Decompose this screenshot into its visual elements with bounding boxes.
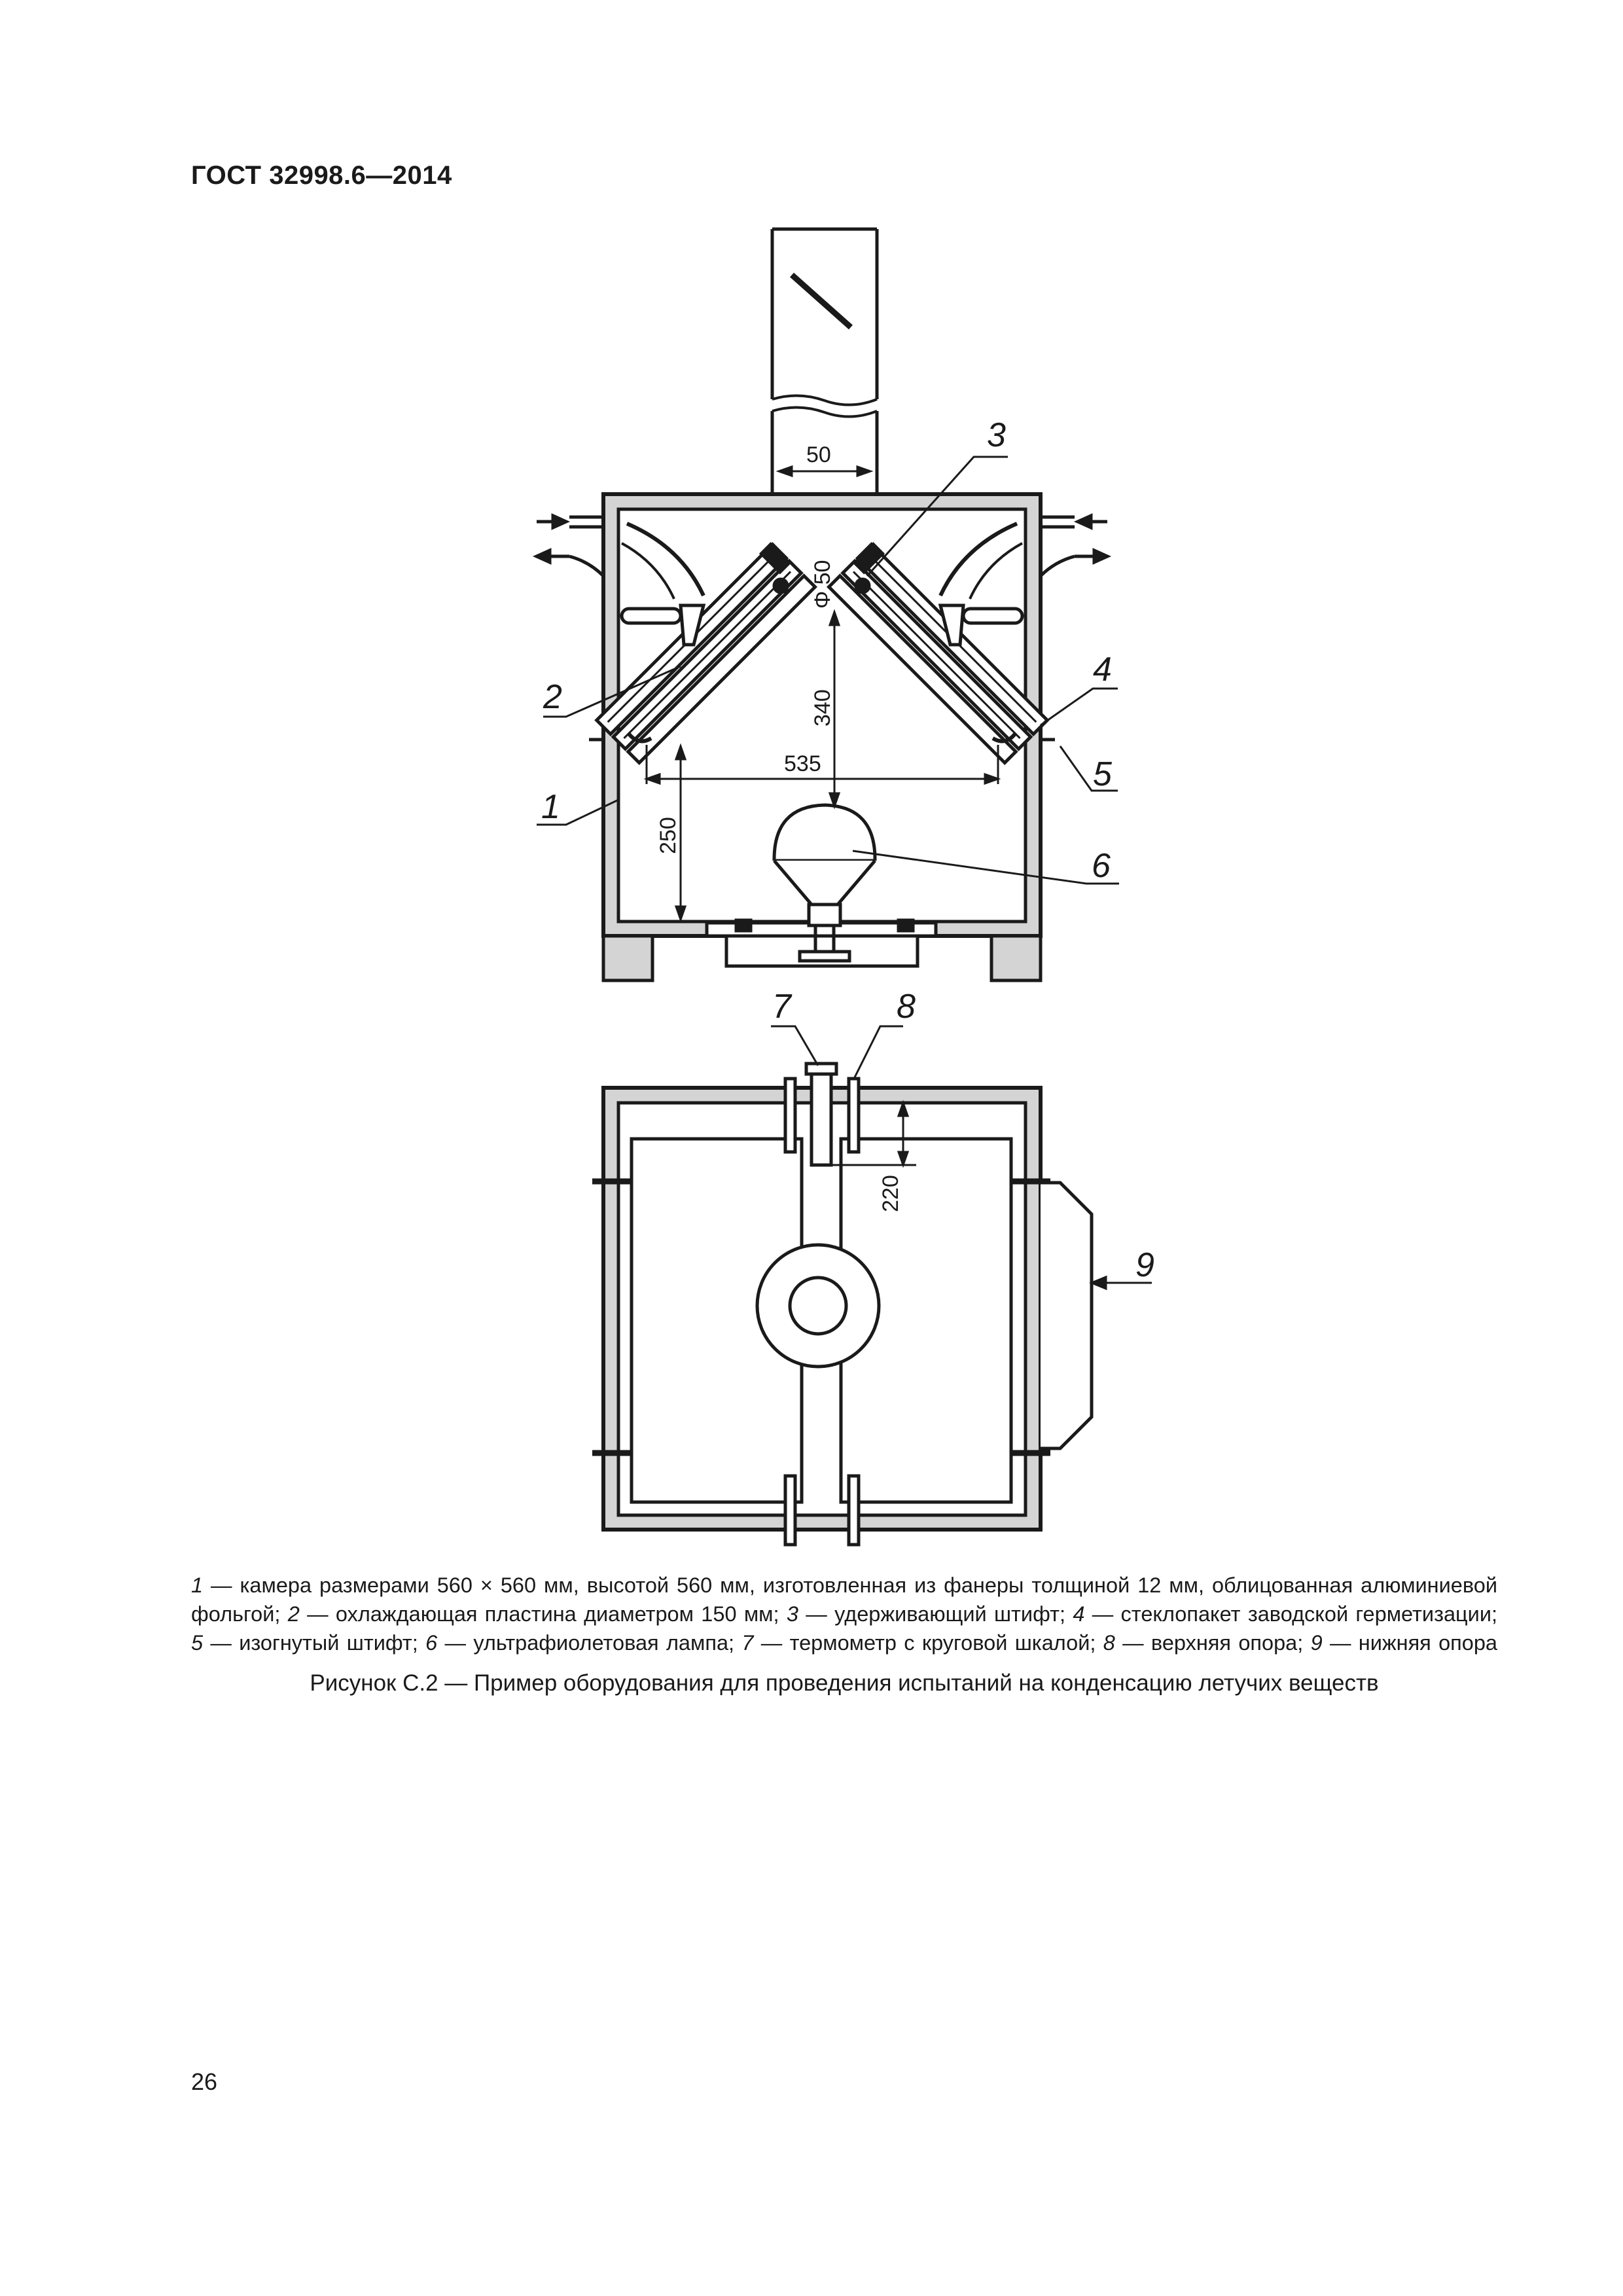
legend-key: 4 — [1073, 1602, 1085, 1626]
legend-text: — изогнутый штифт; — [203, 1631, 426, 1655]
callout-8: 8 — [897, 988, 916, 1026]
legend-text: — охлаждающая пластина диаметром 150 мм; — [299, 1602, 787, 1626]
callout-1: 1 — [541, 788, 560, 826]
legend-text: — термометр с круговой шкалой; — [753, 1631, 1103, 1655]
callout-5: 5 — [1093, 755, 1112, 793]
legend-text: — нижняя опора — [1322, 1631, 1497, 1655]
legend-key: 9 — [1310, 1631, 1323, 1655]
legend-key: 6 — [425, 1631, 438, 1655]
callout-3: 3 — [987, 416, 1006, 454]
legend-key: 2 — [287, 1602, 300, 1626]
legend-text: — удерживающий штифт; — [798, 1602, 1073, 1626]
legend-text: — стеклопакет заводской герметизации; — [1084, 1602, 1498, 1626]
page-number: 26 — [191, 2068, 218, 2095]
legend-line-1 — [191, 1571, 1497, 1600]
legend-text: фольгой; — [191, 1602, 288, 1626]
dim-340: 340 — [810, 689, 835, 726]
legend-text: — верхняя опора; — [1115, 1631, 1311, 1655]
side-view-chamber — [592, 1064, 1092, 1545]
figure-legend — [191, 1571, 1497, 1657]
document-header: ГОСТ 32998.6—2014 — [191, 161, 452, 190]
legend-key: 3 — [786, 1602, 798, 1626]
dim-250: 250 — [656, 817, 681, 854]
callout-2: 2 — [543, 678, 562, 716]
callout-7: 7 — [772, 988, 791, 1026]
legend-text: — камера размерами 560 × 560 мм, высотой 560 мм, изготовленная из фанеры толщиной 12 мм, облицованная алюминиевой — [203, 1573, 1497, 1597]
legend-key: 7 — [741, 1631, 754, 1655]
callout-4: 4 — [1093, 651, 1112, 689]
legend-line-2 — [191, 1600, 1497, 1628]
legend-key: 8 — [1103, 1631, 1115, 1655]
dim-220: 220 — [878, 1175, 903, 1212]
legend-key: 5 — [191, 1631, 204, 1655]
legend-line-3 — [191, 1628, 1497, 1657]
callout-9: 9 — [1135, 1246, 1154, 1284]
dim-535: 535 — [784, 751, 821, 776]
callout-6: 6 — [1092, 847, 1111, 885]
figure-caption: Рисунок С.2 — Пример оборудования для проведения испытаний на конденсацию летучих веществ — [310, 1670, 1379, 1696]
legend-text: — ультрафиолетовая лампа; — [437, 1631, 742, 1655]
dim-phi-50: Φ 50 — [810, 560, 835, 609]
dim-50-top: 50 — [806, 442, 831, 467]
legend-key: 1 — [191, 1573, 204, 1597]
